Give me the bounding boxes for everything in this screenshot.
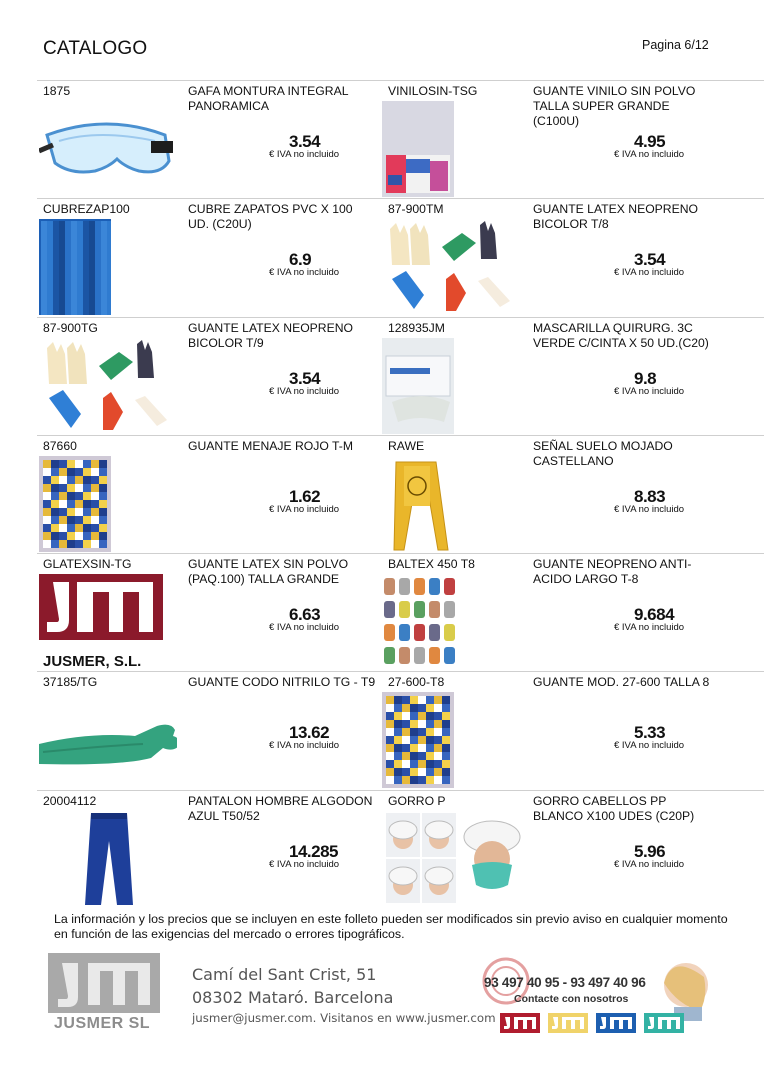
product-code: CUBREZAP100: [43, 202, 130, 217]
brand-color-logos: [500, 1013, 684, 1033]
footer-brand: JUSMER SL: [54, 1015, 151, 1032]
iva-note: € IVA no incluido: [614, 503, 685, 515]
hair-caps-image: [382, 811, 522, 907]
catalog-row: [37, 80, 764, 198]
product-code: 1875: [43, 84, 71, 98]
jm-logo-yellow-icon: [548, 1013, 588, 1033]
blue-trousers-image: [39, 811, 177, 907]
product-code: 20004112: [43, 793, 97, 808]
product-price: 4.95: [634, 132, 666, 151]
gloves-assortment-image: [39, 338, 177, 434]
iva-note: € IVA no incluido: [614, 622, 685, 634]
product-item[interactable]: [382, 672, 764, 789]
product-code: 37185/TG: [43, 675, 98, 690]
iva-note: € IVA no incluido: [614, 740, 685, 752]
product-price: 9.8: [634, 368, 657, 388]
product-code: 87-900TG: [43, 320, 98, 335]
contact-line[interactable]: jusmer@jusmer.com. Visitanos en www.jusmer.com: [192, 1011, 496, 1025]
catalog-row: [37, 671, 764, 789]
iva-note: € IVA no incluido: [614, 267, 685, 279]
product-description: GAFA MONTURA INTEGRAL PANORAMICA: [188, 84, 349, 113]
product-code: 87660: [43, 438, 77, 453]
product-description: SEÑAL SUELO MOJADO CASTELLANO: [533, 438, 673, 468]
jm-logo-red-icon: [500, 1013, 540, 1033]
iva-note: € IVA no incluido: [269, 503, 340, 515]
product-description: CUBRE ZAPATOS PVC X 100 UD. (C20U): [188, 202, 353, 232]
long-green-glove-image: [39, 692, 177, 788]
product-description: GUANTE MENAJE ROJO T-M: [188, 438, 353, 453]
product-price: 14.285: [289, 841, 338, 861]
product-description: GUANTE LATEX SIN POLVO (PAQ.100) TALLA GRANDE: [188, 557, 349, 587]
iva-note: € IVA no incluido: [269, 740, 340, 752]
product-price: 5.96: [634, 841, 666, 861]
product-item[interactable]: [37, 318, 382, 435]
wet-floor-sign-image: [382, 456, 454, 552]
product-item[interactable]: [37, 672, 382, 789]
iva-note: € IVA no incluido: [614, 858, 685, 870]
mask-box-image: [382, 338, 454, 434]
iva-note: € IVA no incluido: [269, 149, 340, 160]
product-item[interactable]: [37, 436, 382, 553]
product-price: 13.62: [289, 723, 330, 743]
product-code: 27-600-T8: [388, 675, 445, 690]
iva-note: € IVA no incluido: [269, 858, 340, 870]
product-price: 3.54: [289, 368, 321, 388]
footer: [0, 945, 764, 1080]
iva-note: € IVA no incluido: [269, 622, 340, 634]
address-line-1: Camí del Sant Crist, 51: [192, 965, 377, 984]
product-description: GUANTE VINILO SIN POLVO TALLA SUPER GRANDE (C100U): [533, 84, 696, 128]
product-price: 3.54: [289, 132, 321, 151]
product-code: GLATEXSIN-TG: [43, 557, 132, 572]
product-price: 8.83: [634, 486, 666, 506]
product-description: GUANTE MOD. 27-600 TALLA 8: [533, 675, 710, 690]
page-number: Pagina 6/12: [642, 38, 709, 52]
catalog-row: [37, 553, 764, 671]
iva-note: € IVA no incluido: [614, 385, 685, 397]
catalog-title: CATALOGO: [43, 38, 148, 59]
product-code: RAWE: [388, 438, 425, 453]
product-item[interactable]: [382, 791, 764, 908]
product-item[interactable]: [382, 436, 764, 553]
product-item[interactable]: [382, 318, 764, 435]
glove-package-image: [39, 456, 177, 552]
phone-numbers[interactable]: 93 497 40 95 - 93 497 40 96: [484, 975, 646, 990]
catalog-row: [37, 435, 764, 553]
iva-note: € IVA no incluido: [614, 149, 685, 160]
product-description: GUANTE LATEX NEOPRENO BICOLOR T/8: [533, 202, 699, 232]
price-notice: La información y los precios que se incluyen en este folleto pueden ser modificados sin previo aviso en cualquier momento en función de las exigencias del mercado o errores tipográficos.: [54, 912, 728, 941]
product-code: GORRO P: [388, 793, 446, 808]
address-line-2: 08302 Mataró. Barcelona: [192, 988, 394, 1007]
product-catalog: [37, 80, 764, 908]
catalog-row: [37, 790, 764, 908]
product-price: 1.62: [289, 486, 321, 506]
product-item[interactable]: [37, 791, 382, 908]
product-description: MASCARILLA QUIRURG. 3C VERDE C/CINTA X 50 UD.(C20): [533, 320, 709, 350]
product-item[interactable]: [37, 554, 382, 671]
product-description: GUANTE LATEX NEOPRENO BICOLOR T/9: [188, 320, 354, 350]
product-price: 3.54: [634, 250, 666, 270]
product-description: GORRO CABELLOS PP BLANCO X100 UDES (C20P): [533, 793, 695, 823]
product-price: 5.33: [634, 723, 666, 743]
jusmer-logo-image: [39, 574, 177, 670]
product-item[interactable]: [382, 81, 764, 198]
work-gloves-grid-image: [382, 574, 522, 670]
product-price: 6.63: [289, 605, 321, 625]
product-price: 6.9: [289, 250, 312, 270]
contact-label: Contacte con nosotros: [514, 993, 629, 1005]
jm-logo-blue-icon: [596, 1013, 636, 1033]
jm-logo-teal-icon: [644, 1013, 684, 1033]
product-code: 87-900TM: [388, 202, 444, 217]
iva-note: € IVA no incluido: [269, 267, 340, 279]
glove-box-image: [382, 101, 454, 197]
product-description: GUANTE NEOPRENO ANTI-ACIDO LARGO T-8: [533, 557, 692, 587]
gloves-assortment-image: [382, 219, 522, 315]
product-code: VINILOSIN-TSG: [388, 84, 478, 98]
svg-text:JUSMER, S.L.: JUSMER, S.L.: [43, 653, 142, 671]
product-item[interactable]: [382, 554, 764, 671]
goggles-image: [39, 101, 177, 197]
catalog-row: [37, 317, 764, 435]
iva-note: € IVA no incluido: [269, 385, 340, 397]
shoe-covers-image: [39, 219, 177, 315]
product-code: BALTEX 450 T8: [388, 557, 475, 572]
product-description: PANTALON HOMBRE ALGODON AZUL T50/52: [188, 793, 373, 823]
product-item[interactable]: [37, 81, 382, 198]
glove-package-image: [382, 692, 454, 788]
phone-contact-block: [478, 955, 728, 1043]
catalog-row: [37, 198, 764, 316]
product-item[interactable]: [37, 199, 382, 316]
product-description: GUANTE CODO NITRILO TG - T9: [188, 675, 376, 690]
product-code: 128935JM: [388, 320, 445, 335]
product-item[interactable]: [382, 199, 764, 316]
product-price: 9.684: [634, 605, 675, 625]
